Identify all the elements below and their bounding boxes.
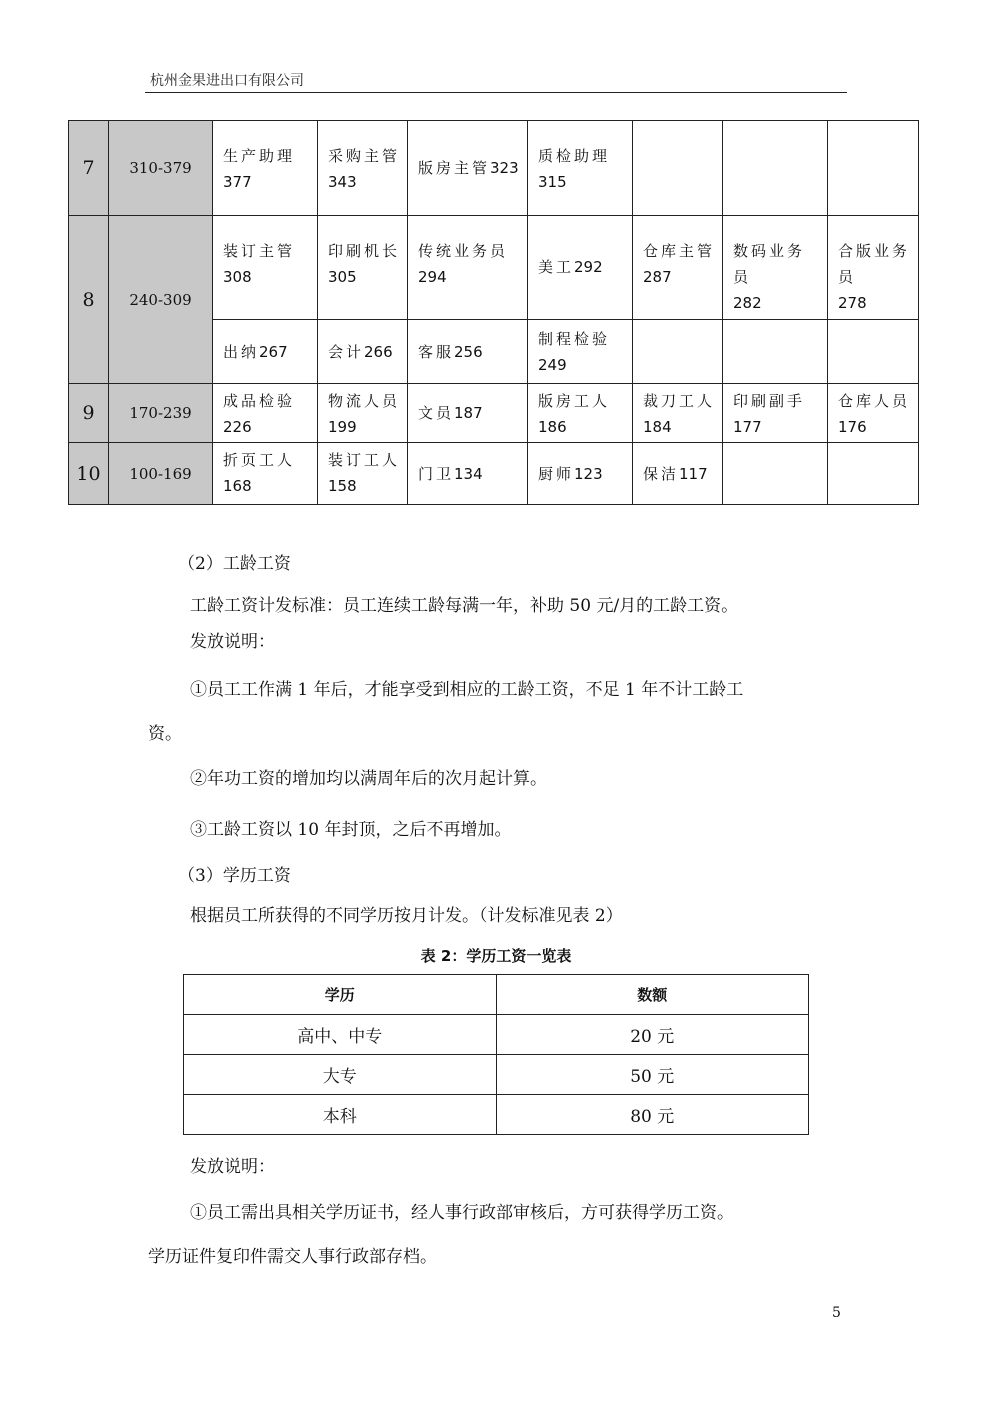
education-note-1-cont: 学历证件复印件需交人事行政部存档。 bbox=[148, 1247, 437, 1267]
position-name: 印刷机长 bbox=[328, 242, 401, 260]
position-cell bbox=[723, 216, 828, 320]
table-row bbox=[184, 1015, 809, 1055]
empty-cell bbox=[828, 320, 919, 384]
position-cell bbox=[528, 320, 633, 384]
position-wage: 134 bbox=[454, 464, 483, 483]
position-name: 门卫 bbox=[418, 464, 455, 483]
position-wage: 256 bbox=[454, 342, 483, 361]
header-divider bbox=[145, 92, 847, 93]
seniority-heading: （2）工龄工资 bbox=[178, 554, 291, 574]
position-cell bbox=[408, 320, 528, 384]
grade-range: 310-379 bbox=[109, 121, 213, 216]
position-name: 裁刀工人 bbox=[643, 392, 716, 410]
position-wage: 199 bbox=[328, 418, 357, 436]
position-wage: 184 bbox=[643, 418, 672, 436]
position-cell bbox=[213, 384, 318, 443]
position-name: 出纳 bbox=[223, 342, 260, 361]
education-note-1: ①员工需出具相关学历证书，经人事行政部审核后，方可获得学历工资。 bbox=[190, 1203, 734, 1223]
position-cell bbox=[213, 320, 318, 384]
position-name: 会计 bbox=[328, 342, 365, 361]
position-name: 版房主管 bbox=[418, 159, 491, 177]
degree-cell: 本科 bbox=[184, 1095, 497, 1135]
position-wage: 267 bbox=[259, 342, 288, 361]
degree-cell: 高中、中专 bbox=[184, 1015, 497, 1055]
grade-range: 170-239 bbox=[109, 384, 213, 443]
position-cell bbox=[828, 216, 919, 320]
position-name: 装订工人 bbox=[328, 451, 401, 469]
page-number: 5 bbox=[832, 1305, 841, 1321]
position-wage: 282 bbox=[733, 294, 762, 312]
position-name: 仓库主管 bbox=[643, 242, 716, 260]
position-wage: 287 bbox=[643, 268, 672, 286]
seniority-standard: 工龄工资计发标准：员工连续工龄每满一年，补助 50 元/月的工龄工资。 bbox=[190, 596, 739, 616]
seniority-note-1-cont: 资。 bbox=[148, 724, 182, 744]
table-header-row bbox=[184, 975, 809, 1015]
position-wage: 249 bbox=[538, 356, 567, 374]
position-cell bbox=[318, 443, 408, 505]
position-cell bbox=[528, 384, 633, 443]
grade-row-10 bbox=[69, 443, 919, 505]
position-name: 厨师 bbox=[538, 464, 575, 483]
position-name: 仓库人员 bbox=[838, 392, 911, 410]
position-wage: 305 bbox=[328, 268, 357, 286]
position-cell bbox=[213, 216, 318, 320]
position-grade-table bbox=[68, 120, 919, 505]
position-wage: 266 bbox=[364, 342, 393, 361]
empty-cell bbox=[828, 121, 919, 216]
position-cell bbox=[633, 216, 723, 320]
grade-level: 10 bbox=[69, 443, 109, 505]
position-wage: 308 bbox=[223, 268, 252, 286]
position-name: 美工 bbox=[538, 258, 575, 276]
position-name: 保洁 bbox=[643, 464, 680, 483]
position-cell bbox=[213, 443, 318, 505]
position-name: 印刷副手 bbox=[733, 392, 806, 410]
position-name: 折页工人 bbox=[223, 451, 296, 469]
position-wage: 187 bbox=[454, 404, 483, 422]
position-cell bbox=[318, 320, 408, 384]
grade-level: 7 bbox=[69, 121, 109, 216]
column-header-amount: 数额 bbox=[496, 975, 809, 1015]
position-cell bbox=[633, 443, 723, 505]
position-wage: 158 bbox=[328, 477, 357, 495]
position-name: 制程检验 bbox=[538, 330, 611, 348]
position-wage: 186 bbox=[538, 418, 567, 436]
position-cell bbox=[528, 216, 633, 320]
education-table-caption: 表 2：学历工资一览表 bbox=[420, 947, 572, 965]
empty-cell bbox=[633, 320, 723, 384]
position-name: 版房工人 bbox=[538, 392, 611, 410]
position-cell bbox=[408, 443, 528, 505]
position-wage: 176 bbox=[838, 418, 867, 436]
empty-cell bbox=[723, 320, 828, 384]
position-cell bbox=[408, 216, 528, 320]
position-cell bbox=[318, 384, 408, 443]
degree-cell: 大专 bbox=[184, 1055, 497, 1095]
position-cell bbox=[213, 121, 318, 216]
position-name: 成品检验 bbox=[223, 392, 296, 410]
position-cell bbox=[318, 121, 408, 216]
position-wage: 117 bbox=[679, 464, 708, 483]
position-wage: 343 bbox=[328, 173, 357, 191]
company-header: 杭州金果进出口有限公司 bbox=[150, 73, 304, 89]
position-wage: 168 bbox=[223, 477, 252, 495]
education-wage-table bbox=[183, 974, 809, 1135]
position-cell bbox=[633, 384, 723, 443]
position-name: 生产助理 bbox=[223, 147, 296, 165]
position-wage: 278 bbox=[838, 294, 867, 312]
position-name: 装订主管 bbox=[223, 242, 296, 260]
position-wage: 226 bbox=[223, 418, 252, 436]
position-wage: 177 bbox=[733, 418, 762, 436]
column-header-degree: 学历 bbox=[184, 975, 497, 1015]
grade-range: 100-169 bbox=[109, 443, 213, 505]
seniority-note-3: ③工龄工资以 10 年封顶，之后不再增加。 bbox=[190, 820, 512, 840]
position-name: 数码业务员 bbox=[733, 242, 806, 286]
grade-row-8 bbox=[69, 216, 919, 320]
empty-cell bbox=[633, 121, 723, 216]
position-name: 采购主管 bbox=[328, 147, 401, 165]
position-cell bbox=[828, 384, 919, 443]
education-heading: （3）学历工资 bbox=[178, 866, 291, 886]
position-wage: 323 bbox=[490, 159, 519, 177]
empty-cell bbox=[828, 443, 919, 505]
grade-row-7 bbox=[69, 121, 919, 216]
position-cell bbox=[528, 121, 633, 216]
position-name: 文员 bbox=[418, 404, 455, 422]
education-intro: 根据员工所获得的不同学历按月计发。（计发标准见表 2） bbox=[190, 906, 623, 926]
grade-range: 240-309 bbox=[109, 216, 213, 384]
position-wage: 315 bbox=[538, 173, 567, 191]
position-cell bbox=[318, 216, 408, 320]
grade-level: 8 bbox=[69, 216, 109, 384]
seniority-notes-label: 发放说明： bbox=[190, 632, 275, 652]
position-name: 物流人员 bbox=[328, 392, 401, 410]
position-name: 质检助理 bbox=[538, 147, 611, 165]
amount-cell: 50 元 bbox=[496, 1055, 809, 1095]
position-cell bbox=[408, 121, 528, 216]
position-cell bbox=[408, 384, 528, 443]
education-notes-label: 发放说明： bbox=[190, 1157, 275, 1177]
amount-cell: 80 元 bbox=[496, 1095, 809, 1135]
position-name: 合版业务员 bbox=[838, 242, 911, 286]
position-wage: 123 bbox=[574, 464, 603, 483]
table-row bbox=[184, 1055, 809, 1095]
position-cell bbox=[528, 443, 633, 505]
position-cell bbox=[723, 384, 828, 443]
position-name: 客服 bbox=[418, 342, 455, 361]
grade-row-9 bbox=[69, 384, 919, 443]
grade-level: 9 bbox=[69, 384, 109, 443]
seniority-note-1: ①员工工作满 1 年后，才能享受到相应的工龄工资，不足 1 年不计工龄工 bbox=[190, 680, 744, 700]
position-wage: 292 bbox=[574, 258, 603, 276]
empty-cell bbox=[723, 121, 828, 216]
position-name: 传统业务员 bbox=[418, 242, 509, 260]
table-row bbox=[184, 1095, 809, 1135]
position-wage: 377 bbox=[223, 173, 252, 191]
seniority-note-2: ②年功工资的增加均以满周年后的次月起计算。 bbox=[190, 769, 547, 789]
empty-cell bbox=[723, 443, 828, 505]
amount-cell: 20 元 bbox=[496, 1015, 809, 1055]
position-wage: 294 bbox=[418, 268, 447, 286]
